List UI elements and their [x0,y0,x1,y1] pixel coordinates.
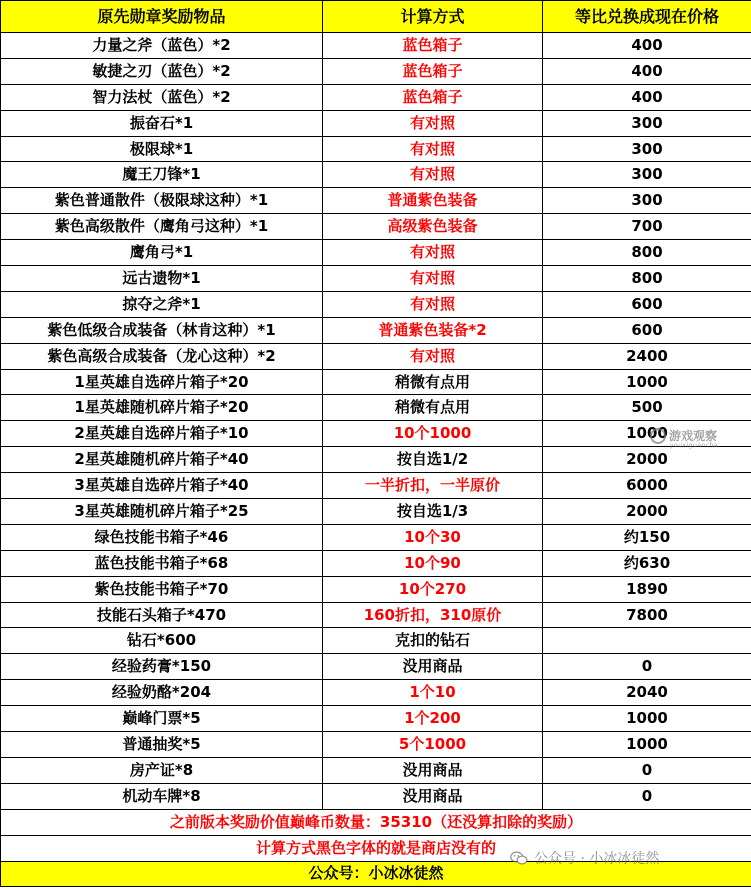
item-cell: 魔王刀锋*1 [1,162,323,188]
item-cell: 经验奶酪*204 [1,680,323,706]
table-row [1,110,751,136]
item-cell: 巅峰门票*5 [1,706,323,732]
table-row [1,550,751,576]
header-price: 等比兑换成现在价格 [543,1,751,33]
item-cell: 钻石*600 [1,628,323,654]
item-cell: 技能石头箱子*470 [1,602,323,628]
method-cell: 没用商品 [323,783,543,809]
item-cell: 机动车牌*8 [1,783,323,809]
method-cell: 普通紫色装备*2 [323,317,543,343]
price-cell: 600 [543,291,751,317]
table-row [1,783,751,809]
price-cell: 700 [543,214,751,240]
watermark-logo-text: 游戏观察 [669,429,718,443]
item-cell: 绿色技能书箱子*46 [1,524,323,550]
method-cell: 5个1000 [323,732,543,758]
price-cell: 2040 [543,680,751,706]
watermark-logo-sub: youxiguancha [670,442,719,449]
price-cell: 约150 [543,524,751,550]
item-cell: 紫色低级合成装备（林肯这种）*1 [1,317,323,343]
method-cell: 有对照 [323,136,543,162]
item-cell: 远古遗物*1 [1,266,323,292]
method-cell: 蓝色箱子 [323,84,543,110]
table-row [1,706,751,732]
method-cell: 1个10 [323,680,543,706]
table-row [1,576,751,602]
watermark-logo-icon [650,428,666,444]
method-cell: 10个30 [323,524,543,550]
price-cell: 2400 [543,343,751,369]
price-cell: 400 [543,33,751,59]
item-cell: 力量之斧（蓝色）*2 [1,33,323,59]
table-row [1,33,751,59]
price-cell: 1000 [543,369,751,395]
table-row [1,732,751,758]
item-cell: 紫色技能书箱子*70 [1,576,323,602]
price-cell: 0 [543,654,751,680]
wechat-icon [510,851,528,866]
item-cell: 紫色高级散件（鹰角弓这种）*1 [1,214,323,240]
price-cell: 500 [543,395,751,421]
header-item: 原先勋章奖励物品 [1,1,323,33]
method-cell: 有对照 [323,240,543,266]
item-cell: 紫色高级合成装备（龙心这种）*2 [1,343,323,369]
price-cell: 800 [543,240,751,266]
method-cell: 按自选1/3 [323,499,543,525]
table-row [1,499,751,525]
table-row [1,214,751,240]
header-row [1,1,751,33]
price-cell: 300 [543,136,751,162]
price-cell: 7800 [543,602,751,628]
method-cell: 有对照 [323,266,543,292]
price-cell: 1890 [543,576,751,602]
item-cell: 2星英雄随机碎片箱子*40 [1,447,323,473]
table-row [1,602,751,628]
method-cell: 160折扣，310原价 [323,602,543,628]
footer-account: 公众号：小冰冰徒然 [1,861,751,887]
item-cell: 3星英雄自选碎片箱子*40 [1,473,323,499]
price-cell: 6000 [543,473,751,499]
table-row [1,473,751,499]
table-row [1,395,751,421]
method-cell: 蓝色箱子 [323,33,543,59]
price-cell: 1000 [543,732,751,758]
header-method: 计算方式 [323,1,543,33]
item-cell: 经验药膏*150 [1,654,323,680]
method-cell: 没用商品 [323,757,543,783]
total-note: 之前版本奖励价值巅峰币数量：35310（还没算扣除的奖励） [1,809,751,835]
price-cell: 800 [543,266,751,292]
price-cell: 0 [543,783,751,809]
item-cell: 1星英雄随机碎片箱子*20 [1,395,323,421]
method-cell: 稍微有点用 [323,395,543,421]
method-cell: 按自选1/2 [323,447,543,473]
table-row [1,266,751,292]
table-row [1,447,751,473]
price-cell: 2000 [543,447,751,473]
price-cell: 300 [543,110,751,136]
watermark-logo [650,427,719,449]
item-cell: 2星英雄自选碎片箱子*10 [1,421,323,447]
table-body [1,33,751,810]
table-row [1,654,751,680]
table-row [1,84,751,110]
item-cell: 普通抽奖*5 [1,732,323,758]
item-cell: 极限球*1 [1,136,323,162]
price-cell: 约630 [543,550,751,576]
method-cell: 有对照 [323,343,543,369]
item-cell: 鹰角弓*1 [1,240,323,266]
method-cell: 1个200 [323,706,543,732]
method-cell: 有对照 [323,110,543,136]
item-cell: 振奋石*1 [1,110,323,136]
table-row [1,162,751,188]
price-cell: 1000 [543,706,751,732]
price-cell: 2000 [543,499,751,525]
item-cell: 房产证*8 [1,757,323,783]
table-row [1,369,751,395]
method-cell: 克扣的钻石 [323,628,543,654]
watermark-account-text: 公众号 · 小冰冰徒然 [534,851,660,867]
item-cell: 蓝色技能书箱子*68 [1,550,323,576]
method-cell: 一半折扣，一半原价 [323,473,543,499]
method-cell: 10个90 [323,550,543,576]
price-cell: 300 [543,162,751,188]
method-cell: 10个1000 [323,421,543,447]
watermark-account [510,848,659,868]
method-cell: 蓝色箱子 [323,58,543,84]
price-cell: 300 [543,188,751,214]
table-row [1,240,751,266]
method-cell: 高级紫色装备 [323,214,543,240]
table-row [1,291,751,317]
total-note-row [1,809,751,835]
table-row [1,188,751,214]
table-row [1,136,751,162]
legend-note: 计算方式黑色字体的就是商店没有的 [1,835,751,861]
item-cell: 智力法杖（蓝色）*2 [1,84,323,110]
item-cell: 敏捷之刃（蓝色）*2 [1,58,323,84]
item-cell: 3星英雄随机碎片箱子*25 [1,499,323,525]
item-cell: 1星英雄自选碎片箱子*20 [1,369,323,395]
price-cell: 600 [543,317,751,343]
table-row [1,343,751,369]
method-cell: 普通紫色装备 [323,188,543,214]
item-cell: 紫色普通散件（极限球这种）*1 [1,188,323,214]
price-cell: 400 [543,84,751,110]
price-cell: 0 [543,757,751,783]
method-cell: 稍微有点用 [323,369,543,395]
method-cell: 有对照 [323,291,543,317]
method-cell: 没用商品 [323,654,543,680]
item-cell: 掠夺之斧*1 [1,291,323,317]
table-row [1,628,751,654]
price-cell: 400 [543,58,751,84]
method-cell: 10个270 [323,576,543,602]
table-row [1,680,751,706]
method-cell: 有对照 [323,162,543,188]
price-cell [543,628,751,654]
table-row [1,421,751,447]
table-row [1,757,751,783]
price-cell: 1000 [543,421,751,447]
table-row [1,524,751,550]
table-row [1,58,751,84]
table-row [1,317,751,343]
